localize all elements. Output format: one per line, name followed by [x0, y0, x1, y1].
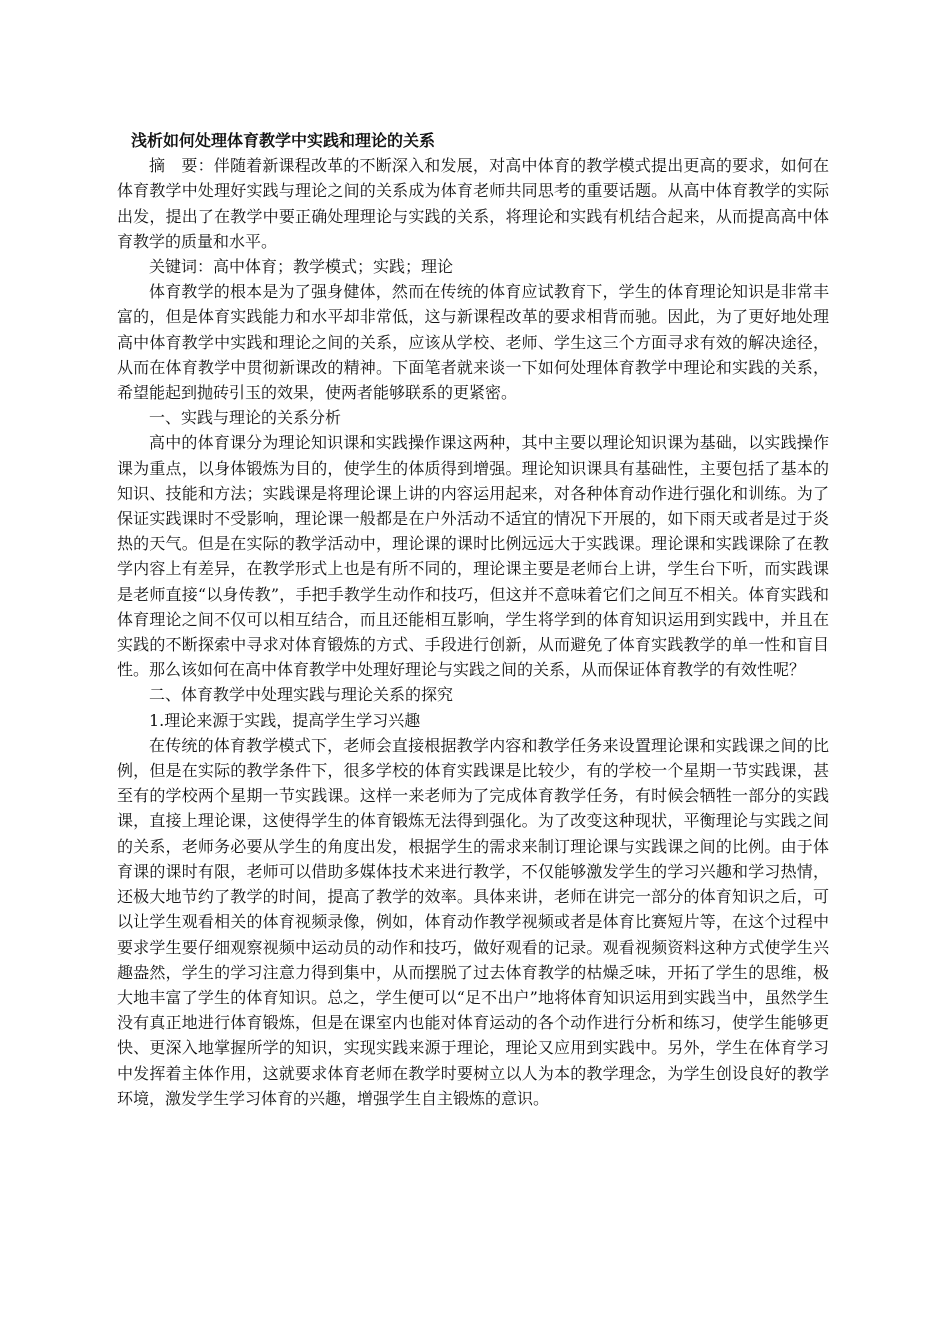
- document-title: 浅析如何处理体育教学中实践和理论的关系: [131, 131, 436, 150]
- keywords-line: 关键词：高中体育；教学模式；实践；理论: [149, 257, 454, 277]
- document-body: [117, 128, 829, 1111]
- intro-paragraph: 体育教学的根本是为了强身健体，然而在传统的体育应试教育下，学生的体育理论知识是非常丰富的，但是体育实践能力和水平却非常低，这与新课程改革的要求相背而驰。因此，为了更好地处理高中体育教学中实践和理论之间的关系，应该从学校、老师、学生这三个方面寻求有效的解决途径，从而在体育教学中贯彻新课改的精神。下面笔者就来谈一下如何处理体育教学中理论和实践的关系，希望能起到抛砖引玉的效果，使两者能够联系的更紧密。: [117, 282, 829, 403]
- section-1-paragraph: 高中的体育课分为理论知识课和实践操作课这两种，其中主要以理论知识课为基础，以实践操作课为重点，以身体锻炼为目的，使学生的体质得到增强。理论知识课具有基础性，主要包括了基本的知识、技能和方法；实践课是将理论课上讲的内容运用起来，对各种体育动作进行强化和训练。为了保证实践课时不受影响，理论课一般都是在户外活动不适宜的情况下开展的，如下雨天或者是过于炎热的天气。但是在实际的教学活动中，理论课的课时比例远远大于实践课。理论课和实践课除了在教学内容上有差异，在教学形式上也是有所不同的，理论课主要是老师台上讲，学生台下听，而实践课是老师直接“以身传教”，手把手教学生动作和技巧，但这并不意味着它们之间互不相关。体育实践和体育理论之间不仅可以相互结合，而且还能相互影响，学生将学到的体育知识运用到实践中，并且在实践的不断探索中寻求对体育锻炼的方式、手段进行创新，从而避免了体育实践教学的单一性和盲目性。那么该如何在高中体育教学中处理好理论与实践之间的关系，从而保证体育教学的有效性呢？: [117, 433, 829, 680]
- section-2-heading: 二、体育教学中处理实践与理论关系的探究: [149, 685, 454, 705]
- subsection-1-paragraph: 在传统的体育教学模式下，老师会直接根据教学内容和教学任务来设置理论课和实践课之间的比例，但是在实际的教学条件下，很多学校的体育实践课是比较少，有的学校一个星期一节实践课，甚至有的学校两个星期一节实践课。这样一来老师为了完成体育教学任务，有时候会牺牲一部分的实践课，直接上理论课，这使得学生的体育锻炼无法得到强化。为了改变这种现状，平衡理论与实践之间的关系，老师务必要从学生的角度出发，根据学生的需求来制订理论课与实践课之间的比例。由于体育课的课时有限，老师可以借助多媒体技术来进行教学，不仅能够激发学生的学习兴趣和学习热情，还极大地节约了教学的时间，提高了教学的效率。具体来讲，老师在讲完一部分的体育知识之后，可以让学生观看相关的体育视频录像，例如，体育动作教学视频或者是体育比赛短片等，在这个过程中要求学生要仔细观察视频中运动员的动作和技巧，做好观看的记录。观看视频资料这种方式使学生兴趣盎然，学生的学习注意力得到集中，从而摆脱了过去体育教学的枯燥乏味，开拓了学生的思维，极大地丰富了学生的体育知识。总之，学生便可以“足不出户”地将体育知识运用到实践当中，虽然学生没有真正地进行体育锻炼，但是在课室内也能对体育运动的各个动作进行分析和练习，使学生能够更快、更深入地掌握所学的知识，实现实践来源于理论，理论又应用到实践中。另外，学生在体育学习中发挥着主体作用，这就要求体育老师在教学时要树立以人为本的教学理念，为学生创设良好的教学环境，激发学生学习体育的兴趣，增强学生自主锻炼的意识。: [117, 735, 829, 1108]
- abstract-paragraph: 摘 要：伴随着新课程改革的不断深入和发展，对高中体育的教学模式提出更高的要求，如何在体育教学中处理好实践与理论之间的关系成为体育老师共同思考的重要话题。从高中体育教学的实际出发，提出了在教学中要正确处理理论与实践的关系，将理论和实践有机结合起来，从而提高高中体育教学的质量和水平。: [117, 156, 829, 251]
- subsection-1-heading: 1.理论来源于实践，提高学生学习兴趣: [149, 710, 421, 730]
- section-1-heading: 一、实践与理论的关系分析: [149, 408, 342, 428]
